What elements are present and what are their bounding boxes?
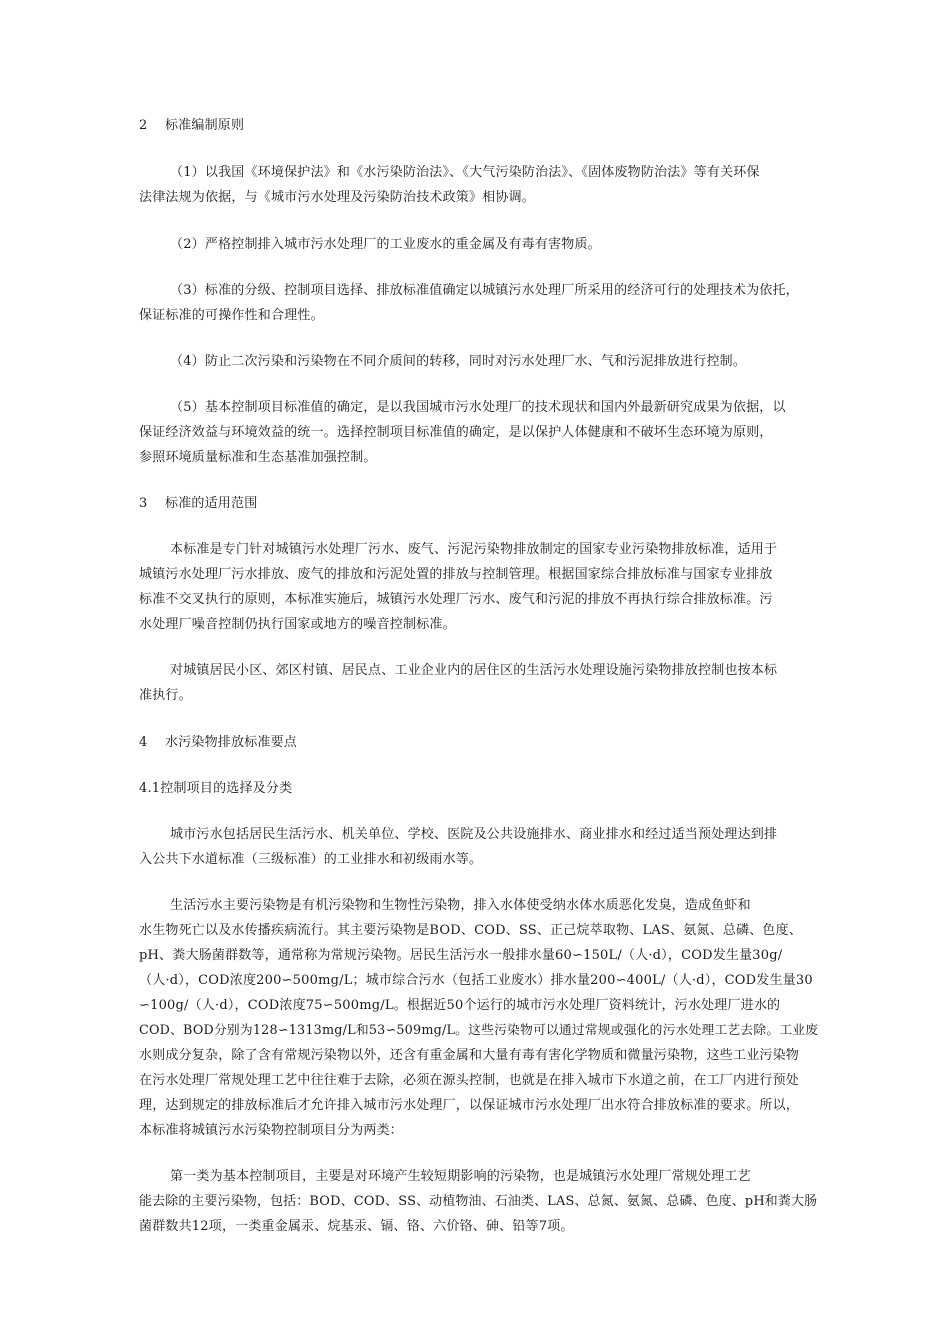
paragraph-line: 水则成分复杂，除了含有常规污染物以外，还含有重金属和大量有毒有害化学物质和微量污染物，这些工业污染物 (139, 1048, 800, 1063)
section-heading-2: 2 标准编制原则 (139, 118, 245, 133)
subsection-heading-4-1: 4.1控制项目的选择及分类 (139, 781, 293, 796)
paragraph-line: 第一类为基本控制项目，主要是对环境产生较短期影响的污染物，也是城镇污水处理厂常规处理工艺 (170, 1169, 751, 1184)
paragraph-line: （5）基本控制项目标准值的确定，是以我国城市污水处理厂的技术现状和国内外最新研究成果为依据，以 (170, 400, 786, 415)
paragraph-line: 菌群数共12项，一类重金属汞、烷基汞、镉、铬、六价铬、砷、铅等7项。 (139, 1219, 574, 1234)
paragraph-line: 生活污水主要污染物是有机污染物和生物性污染物，排入水体使受纳水体水质恶化发臭，造成鱼虾和 (170, 898, 751, 913)
paragraph-line: 标准不交叉执行的原则，本标准实施后，城镇污水处理厂污水、废气和污泥的排放不再执行综合排放标准。污 (139, 592, 773, 607)
paragraph-line: 理，达到规定的排放标准后才允许排入城市污水处理厂，以保证城市污水处理厂出水符合排放标准的要求。所以， (139, 1098, 800, 1113)
paragraph-line: （2）严格控制排入城市污水处理厂的工业废水的重金属及有毒有害物质。 (170, 237, 601, 252)
paragraph-line: （1）以我国《环境保护法》和《水污染防治法》、《大气污染防治法》、《固体废物防治法》等有关环保 (170, 165, 760, 180)
paragraph-line: 本标准将城镇污水污染物控制项目分为两类： (139, 1123, 404, 1138)
paragraph-line: 城镇污水处理厂污水排放、废气的排放和污泥处置的排放与控制管理。根据国家综合排放标准与国家专业排放 (139, 567, 773, 582)
paragraph-line: COD、BOD分别为128∽1313mg/L和53∽509mg/L。这些污染物可以通过常规或强化的污水处理工艺去除。工业废 (139, 1023, 819, 1038)
paragraph-line: 准执行。 (139, 688, 192, 703)
paragraph-line: （4）防止二次污染和污染物在不同介质间的转移，同时对污水处理厂水、气和污泥排放进行控制。 (170, 354, 747, 369)
paragraph-line: 法律法规为依据，与《城市污水处理及污染防治技术政策》相协调。 (139, 190, 536, 205)
section-heading-3: 3 标准的适用范围 (139, 496, 258, 511)
paragraph-line: 参照环境质量标准和生态基准加强控制。 (139, 450, 377, 465)
paragraph-line: （人·d），COD浓度200∽500mg/L；城市综合污水（包括工业废水）排水量200∽400L/（人·d），COD发生量30 (139, 973, 813, 988)
paragraph-line: 本标准是专门针对城镇污水处理厂污水、废气、污泥污染物排放制定的国家专业污染物排放标准，适用于 (170, 542, 778, 557)
paragraph-line: 在污水处理厂常规处理工艺中往往难于去除，必须在源头控制，也就是在排入城市下水道之前，在工厂内进行预处 (139, 1073, 800, 1088)
paragraph-line: 城市污水包括居民生活污水、机关单位、学校、医院及公共设施排水、商业排水和经过适当预处理达到排 (170, 827, 778, 842)
paragraph-line: 入公共下水道标准（三级标准）的工业排水和初级雨水等。 (139, 852, 483, 867)
paragraph-line: 保证经济效益与环境效益的统一。选择控制项目标准值的确定，是以保护人体健康和不破坏生态环境为原则， (139, 425, 773, 440)
paragraph-line: pH、粪大肠菌群数等，通常称为常规污染物。居民生活污水一般排水量60∽150L/（人·d），COD发生量30g/ (139, 948, 783, 963)
paragraph-line: ∽100g/（人·d），COD浓度75∽500mg/L。根据近50个运行的城市污水处理厂资料统计，污水处理厂进水的 (139, 998, 781, 1013)
paragraph-line: （3）标准的分级、控制项目选择、排放标准值确定以城镇污水处理厂所采用的经济可行的处理技术为依托， (170, 283, 799, 298)
paragraph-line: 水生物死亡以及水传播疾病流行。其主要污染物是BOD、COD、SS、正己烷萃取物、LAS、氨氮、总磷、色度、 (139, 923, 803, 938)
section-heading-4: 4 水污染物排放标准要点 (139, 735, 298, 750)
paragraph-line: 水处理厂噪音控制仍执行国家或地方的噪音控制标准。 (139, 617, 456, 632)
paragraph-line: 能去除的主要污染物，包括：BOD、COD、SS、动植物油、石油类、LAS、总氮、氨氮、总磷、色度、pH和粪大肠 (139, 1194, 818, 1209)
paragraph-line: 对城镇居民小区、郊区村镇、居民点、工业企业内的居住区的生活污水处理设施污染物排放控制也按本标 (170, 663, 778, 678)
paragraph-line: 保证标准的可操作性和合理性。 (139, 308, 324, 323)
